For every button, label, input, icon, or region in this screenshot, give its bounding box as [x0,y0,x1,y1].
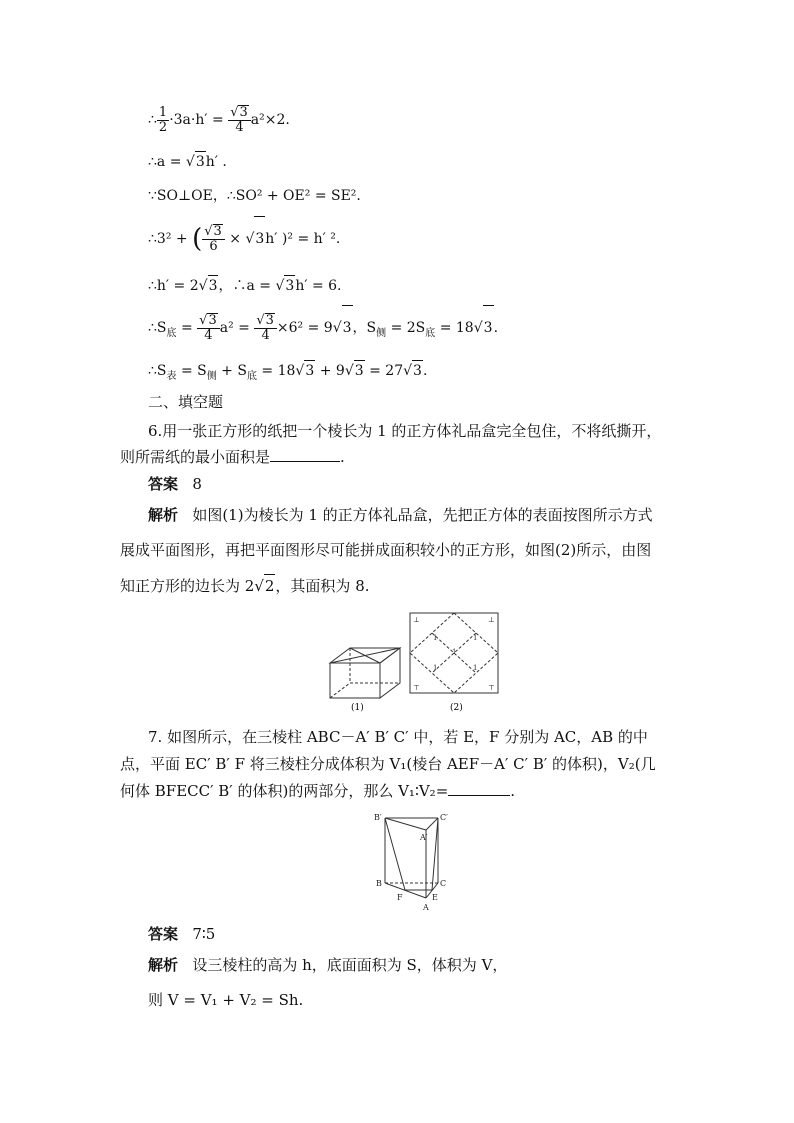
q7-analysis-2: 则 V = V₁ + V₂ = Sh. [148,991,304,1009]
svg-text:B: B [376,879,382,888]
cube-figure [325,608,415,713]
q6-text: 6.用一张正方形的纸把一个棱长为 1 的正方体礼品盒完全包住，不将纸撕开， [148,422,662,440]
svg-text:⊥: ⊥ [413,616,420,624]
net-figure [405,608,505,713]
q6-analysis-label: 解析 [148,506,179,524]
q6-analysis-1: 解析 如图(1)为棱长为 1 的正方体礼品盒，先把正方体的表面按图所示方式 [148,506,653,524]
svg-text:E: E [432,893,438,902]
svg-text:⊤: ⊤ [413,684,420,692]
q6-answer-label: 答案 [148,475,179,493]
math-line-2: ∴a = √3h′ . [148,151,227,172]
q6-answer: 答案 8 [148,475,202,493]
q6-analysis-2: 展成平面图形，再把平面图形尽可能拼成面积较小的正方形，如图(2)所示，由图 [120,541,652,559]
q7-line-1: 7. 如图所示，在三棱柱 ABC－A′ B′ C′ 中，若 E，F 分别为 AC，AB 的中 [148,728,648,746]
q6-answer-blank [270,461,340,462]
fig1-label: (1) [351,703,364,713]
svg-text:C′: C′ [440,813,448,822]
svg-text:1: 1 [473,634,478,642]
svg-text:1: 1 [433,664,438,672]
svg-text:⊤: ⊤ [488,684,495,692]
q7-answer-label: 答案 [148,925,179,943]
math-line-6: $\therefore S_底$ = $\frac{√3}{4}$ a² = $\frac{√3}{4}$ ×6² = 9√3，$S_侧 = 2S_底 = 18√3$. [148,305,498,349]
svg-text:A: A [423,903,429,912]
cube-side-face [380,648,400,698]
section-title: 二、填空题 [148,393,224,411]
fig2-label: (2) [450,703,463,713]
math-line-5: ∴h′ = 2√3，∴a = √3h′ = 6. [148,275,342,296]
math-line-4: ∴3² + ( $\frac{√3}{6}$ × √3h′ )² = h′ ². [148,216,340,260]
math-line-3: ∵SO⊥OE，∴SO² + OE² = SE². [148,188,361,204]
svg-text:C: C [440,879,447,888]
svg-text:1: 1 [452,648,457,656]
svg-text:⊥: ⊥ [488,616,495,624]
math-line-1: ∴ $\frac{1}{2}$ ·3a·h′ = $\frac{√3}{4}$ a²×2. [148,104,290,135]
svg-text:A′: A′ [420,833,428,842]
q7-line-3: 何体 BFECC′ B′ 的体积)的两部分，那么 V₁∶V₂= . [120,782,516,800]
q7-line-2: 点，平面 EC′ B′ F 将三棱柱分成体积为 V₁(棱台 AEF－A′ C′ B′ 的体积)，V₂(几 [120,755,656,773]
q6-text-2: 则所需纸的最小面积是 . [120,448,345,466]
q7-answer: 答案 7∶5 [148,925,216,943]
cube-front-face [330,663,380,698]
q7-analysis-1: 解析 设三棱柱的高为 h，底面面积为 S，体积为 V， [148,956,508,974]
q6-analysis-3: 知正方形的边长为 2√2，其面积为 8. [120,574,370,597]
q7-analysis-label: 解析 [148,956,179,974]
svg-text:F: F [397,893,403,902]
prism-figure [370,810,456,914]
q7-answer-blank [448,795,510,796]
svg-text:1: 1 [433,634,438,642]
math-line-7: $\therefore S_表 = S_侧 + S_底 = 18√3 + 9√3 = 27√3$. [148,360,427,387]
svg-text:B′: B′ [374,813,382,822]
svg-text:1: 1 [473,664,478,672]
